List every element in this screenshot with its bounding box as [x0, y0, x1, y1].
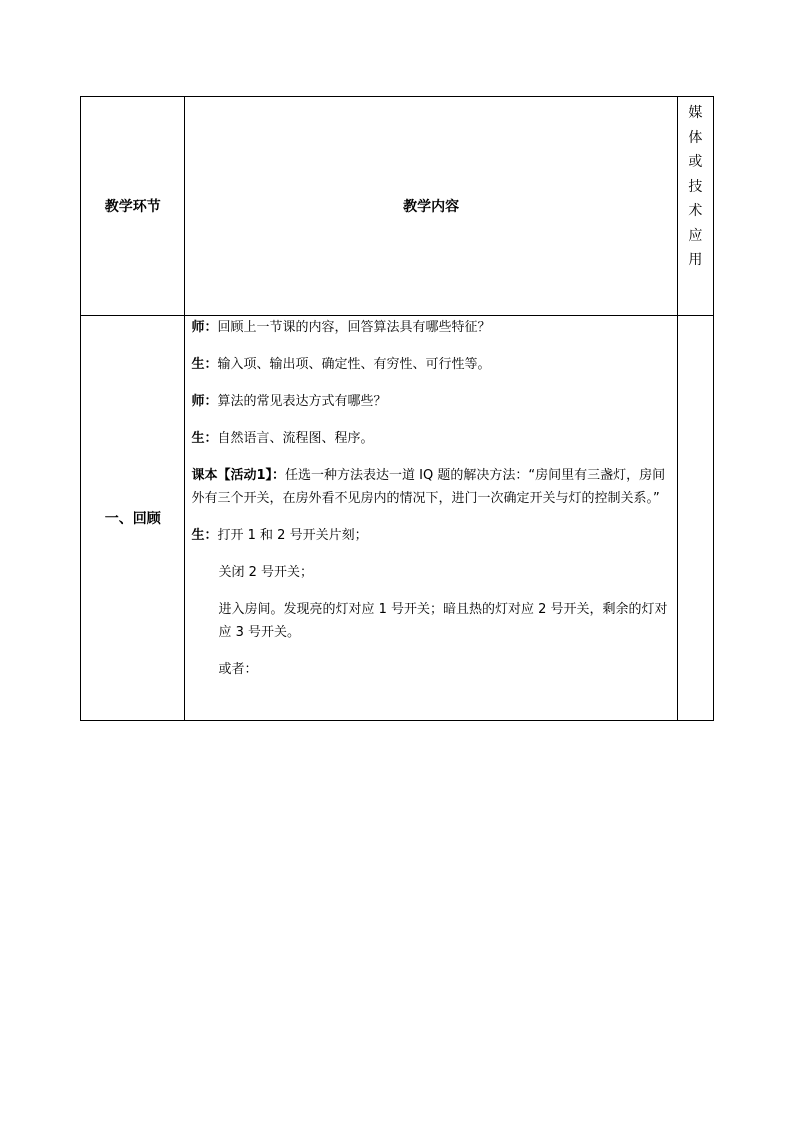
media-char: 体 [688, 129, 703, 146]
paragraph-alternative: 或者： [218, 662, 258, 677]
media-char: 媒 [688, 105, 703, 121]
paragraph-text: 回顾上一节课的内容，回答算法具有哪些特征？ [217, 320, 491, 335]
speaker-label: 师： [191, 394, 218, 409]
review-content-cell [185, 316, 677, 721]
paragraph-text: 输入项、输出项、确定性、有穷性、可行性等。 [217, 357, 491, 372]
speaker-label: 生： [191, 528, 218, 543]
media-vertical-text [678, 97, 713, 273]
media-char: 或 [688, 154, 703, 170]
paragraph-text: 任选一种方法表达一道 IQ 题的解决方法：“房间里有三盏灯，房间外有三个开关，在房外看不见房内的情况下，进门一次确定开关与灯的控制关系。” [191, 468, 666, 506]
header-section-cell: 教学环节 [81, 97, 185, 316]
media-char: 术 [688, 203, 703, 219]
header-row [81, 97, 714, 316]
paragraph-student-1 [191, 353, 670, 376]
paragraph-student-3 [191, 524, 670, 547]
speaker-label: 生： [191, 431, 218, 446]
paragraph-text: 打开 1 和 2 号开关片刻； [217, 528, 368, 543]
media-char: 用 [688, 252, 703, 268]
paragraph-step-3: 进入房间。发现亮的灯对应 1 号开关；暗且热的灯对应 2 号开关，剩余的灯对应 3 号开关。 [218, 602, 668, 640]
media-char: 技 [688, 178, 703, 195]
paragraph-activity [191, 464, 670, 510]
lesson-plan-table [80, 96, 714, 721]
paragraph-text: 自然语言、流程图、程序。 [217, 431, 374, 446]
speaker-label: 师： [191, 320, 218, 335]
paragraph-step-2: 关闭 2 号开关； [218, 565, 314, 580]
paragraph-teacher-2 [191, 390, 670, 413]
media-char: 应 [688, 227, 703, 244]
activity-label: 课本【活动1】： [191, 468, 286, 483]
paragraph-text: 算法的常见表达方式有哪些？ [217, 394, 387, 409]
review-media-cell [677, 316, 713, 721]
speaker-label: 生： [191, 357, 218, 372]
paragraph-teacher-1 [191, 316, 670, 339]
header-media-cell [677, 97, 713, 316]
review-section-cell: 一、回顾 [81, 316, 185, 721]
header-content-cell: 教学内容 [185, 97, 677, 316]
paragraph-student-2 [191, 427, 670, 450]
review-row [81, 316, 714, 721]
